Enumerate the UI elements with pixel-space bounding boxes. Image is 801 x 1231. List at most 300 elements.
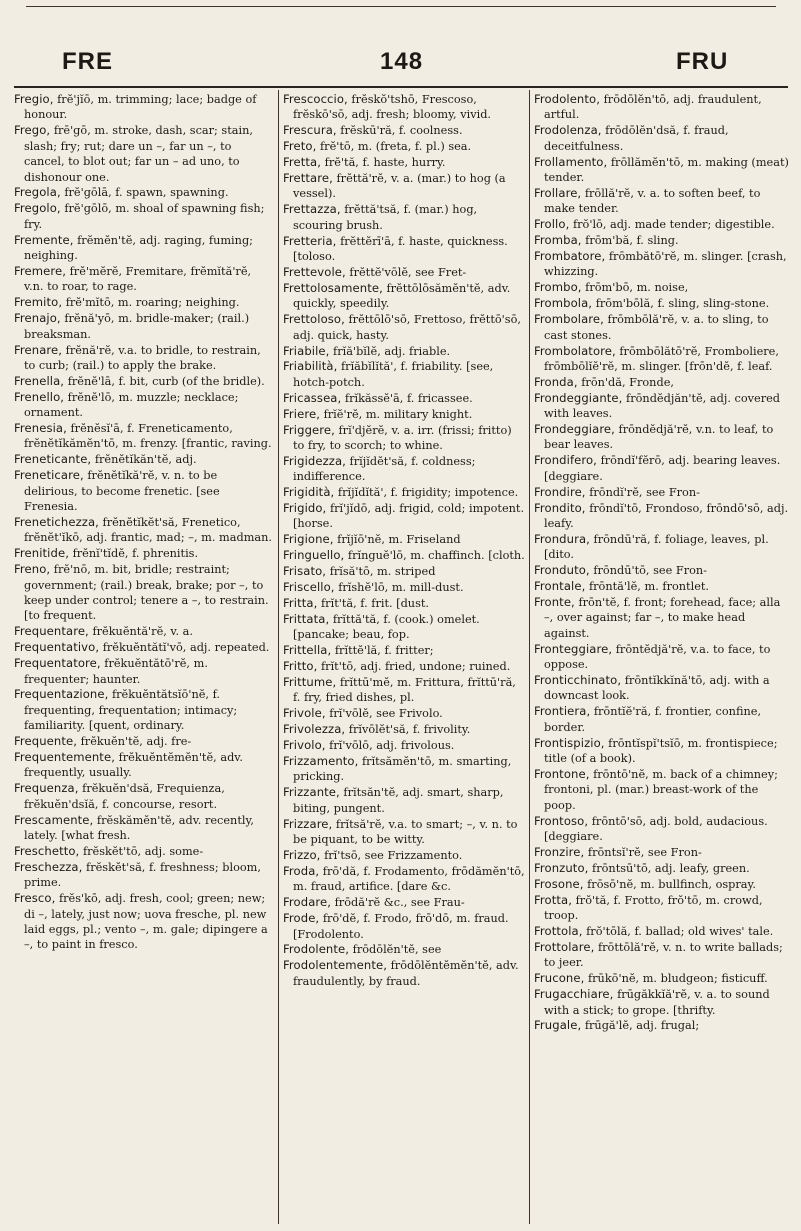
dictionary-entry (14, 374, 274, 389)
entry-definition: frĭăbĭlĭtă', f. friability. [see, hotch-potch. (293, 360, 494, 389)
entry-headword: Fremere, (14, 263, 67, 278)
dictionary-entry (283, 817, 525, 848)
entry-headword: Fregola, (14, 185, 61, 200)
entry-definition: frĕskămĕn'tĕ, adv. recently, lately. [what fresh. (24, 813, 254, 843)
entry-definition: frĕ'nō, m. bit, bridle; restraint; government; (rail.) break, brake; por –, to keep under control; tenere a –, to restrain. [to frequent. (24, 563, 269, 623)
dictionary-entry (283, 92, 525, 123)
entry-headword: Frombo, (534, 280, 582, 295)
entry-definition: frĕ'gōlā, f. spawn, spawning. (64, 186, 229, 200)
entry-headword: Frizzare, (283, 816, 333, 831)
entry-headword: Fretta, (283, 155, 322, 170)
entry-definition: frōndĭ'rĕ, see Fron- (589, 485, 700, 499)
dictionary-entry (283, 123, 525, 138)
dictionary-entry (283, 785, 525, 816)
entry-definition: frĕ'mĕrĕ, Fremitare, frĕmĭtă'rĕ, v.n. to roar, to rage. (24, 264, 252, 294)
entry-headword: Frequente, (14, 734, 78, 749)
entry-headword: Fricassea, (283, 390, 342, 405)
entry-headword: Frondura, (534, 531, 590, 546)
entry-definition: frĕttōlō'sō, Frettoso, frĕttō'sō, adj. quick, hasty. (293, 313, 521, 342)
entry-headword: Frollare, (534, 185, 582, 200)
dictionary-entry (534, 814, 789, 845)
entry-headword: Fronzuto, (534, 860, 589, 875)
entry-definition: frōm'bōlă, f. sling, sling-stone. (595, 297, 770, 311)
entry-definition: frōntĕdjă'rĕ, v.a. to face, to oppose. (544, 642, 771, 672)
entry-definition: frōmbōlătō'rĕ, Fromboliere, frōmbōlĭĕ'rĕ, m. slinger. [frōn'dĕ, f. leaf. (544, 344, 779, 373)
entry-headword: Frizzo, (283, 848, 321, 862)
dictionary-entry (283, 612, 525, 643)
entry-definition: frōdă'rĕ &c., see Frau- (334, 896, 465, 910)
dictionary-entry (534, 940, 789, 971)
entry-definition: frōndĕdjăn'tĕ, adj. covered with leaves. (544, 391, 781, 421)
entry-definition: frōmbătō'rĕ, m. slinger. [crash, whizzing. (544, 250, 787, 279)
header-rule (14, 86, 788, 88)
entry-headword: Fronticchinato, (534, 673, 622, 688)
entry-headword: Frottola, (534, 924, 583, 939)
entry-definition: frĕttōlōsămĕn'tĕ, adv. quickly, speedily. (293, 281, 511, 311)
entry-definition: frĕkuĕn'dsă, Frequienza, frĕkuĕn'dsĭă, f. concourse, resort. (24, 782, 225, 811)
dictionary-entry (14, 781, 274, 812)
entry-headword: Frenetichezza, (14, 514, 99, 529)
entry-definition: frōdōlĕntĕmĕn'tĕ, adv. fraudulently, by fraud. (293, 959, 519, 988)
entry-definition: frŏ'tōlă, f. ballad; old wives' tale. (586, 925, 774, 939)
entry-headword: Frequentatore, (14, 656, 101, 671)
entry-headword: Frondeggiare, (534, 422, 615, 437)
entry-headword: Frettolosamente, (283, 280, 383, 295)
entry-headword: Freto, (283, 139, 317, 154)
entry-definition: frōn'tĕ, f. front; forehead, face; alla –, over against; far –, to make head against. (544, 596, 781, 640)
dictionary-entry (283, 407, 525, 422)
entry-headword: Frollamento, (534, 154, 608, 169)
entry-definition: frĭ'vōlĕ, see Frivolo. (329, 707, 443, 721)
dictionary-entry (283, 202, 525, 233)
dictionary-entry (534, 987, 789, 1018)
dictionary-entry (534, 501, 789, 532)
entry-definition: frĭtsă'rĕ, v.a. to smart; –, v. n. to be piquant, to be witty. (293, 817, 518, 847)
entry-definition: frĕskŏ'tshō, Frescoso, frĕskō'sō, adj. fresh; bloomy, vivid. (293, 93, 492, 122)
entry-definition: frĕ'gōlō, m. shoal of spawning fish; fry. (24, 202, 265, 231)
dictionary-entry (534, 845, 789, 860)
entry-headword: Frigido, (283, 501, 327, 516)
entry-definition: frĕkuĕntă'rĕ, v. a. (92, 625, 193, 639)
dictionary-entry (534, 532, 789, 563)
dictionary-entry (14, 844, 274, 859)
entry-headword: Frizzamento, (283, 754, 359, 769)
dictionary-entry (534, 233, 789, 248)
dictionary-entry (534, 123, 789, 154)
entry-headword: Frenitide, (14, 546, 69, 561)
entry-headword: Frombolatore, (534, 343, 616, 358)
dictionary-entry (534, 563, 789, 578)
dictionary-entry (14, 452, 274, 467)
entry-definition: frĭnguĕ'lō, m. chaffinch. [cloth. (347, 549, 525, 563)
entry-headword: Frescura, (283, 123, 337, 138)
entry-headword: Fritta, (283, 596, 318, 610)
entry-headword: Frequentare, (14, 624, 89, 639)
entry-headword: Frenella, (14, 373, 65, 388)
entry-definition: frĭvōlĕt'să, f. frivolity. (348, 723, 471, 737)
dictionary-entry (534, 249, 789, 280)
dictionary-entry (14, 185, 274, 200)
entry-headword: Fronduto, (534, 563, 590, 578)
dictionary-entry (283, 344, 525, 359)
dictionary-entry (534, 92, 789, 123)
entry-definition: frōndū'ră, f. foliage, leaves, pl. [dito. (544, 532, 769, 562)
entry-definition: frĭjĭō'nĕ, m. Friseland (337, 533, 461, 547)
entry-definition: frĭkăssĕ'ā, f. fricassee. (344, 391, 473, 405)
header-left-guide-word: FRE (62, 48, 113, 75)
entry-headword: Fronzire, (534, 845, 585, 859)
entry-definition: frĭjĭdĭtă', f. frigidity; impotence. (337, 486, 519, 500)
dictionary-entry (534, 391, 789, 422)
entry-headword: Frontispizio, (534, 735, 605, 750)
entry-definition: frĕnĕsĭ'ā, f. Freneticamento, frĕnĕtĭkămĕn'tō, m. frenzy. [frantic, raving. (24, 422, 272, 451)
entry-definition: frōdōlĕn'tō, adj. fraudulent, artful. (544, 93, 762, 122)
entry-headword: Frodolentemente, (283, 958, 388, 973)
dictionary-entry (283, 848, 525, 863)
entry-definition: frĕkuĕntătsĭō'nĕ, f. frequenting, frequentation; intimacy; familiarity. [quent, ordinary. (24, 688, 238, 733)
entry-headword: Freneticare, (14, 468, 84, 483)
entry-headword: Fremito, (14, 295, 63, 310)
entry-definition: frō'dĕ, f. Frodo, frō'dō, m. fraud. [Frodolento. (293, 912, 509, 941)
dictionary-entry (534, 595, 789, 641)
dictionary-entry (14, 656, 274, 687)
dictionary-column-2 (283, 92, 525, 1222)
dictionary-entry (14, 421, 274, 452)
entry-definition: frĕkuĕntătĭ'vō, adj. repeated. (102, 641, 270, 655)
dictionary-entry (283, 643, 525, 658)
entry-headword: Frenare, (14, 342, 63, 357)
dictionary-entry (283, 532, 525, 547)
entry-definition: frōm'bō, m. noise, (585, 281, 689, 295)
column-divider (278, 90, 279, 1224)
entry-definition: frĕmĕn'tĕ, adj. raging, fuming; neighing. (24, 233, 253, 263)
entry-definition: frĕ'tō, m. (freta, f. pl.) sea. (320, 140, 472, 154)
entry-definition: frĭĕ'rĕ, m. military knight. (323, 407, 473, 421)
entry-definition: frŏ'lō, adj. made tender; digestible. (572, 218, 775, 232)
entry-definition: frōttōlă'rĕ, v. n. to write ballads; to jeer. (544, 940, 783, 970)
dictionary-entry (14, 891, 274, 953)
entry-headword: Frombola, (534, 296, 593, 311)
dictionary-entry (534, 312, 789, 343)
dictionary-entry (283, 155, 525, 170)
dictionary-entry (283, 281, 525, 312)
dictionary-entry (534, 579, 789, 594)
entry-definition: frĕnĕtĭkă'rĕ, v. n. to be delirious, to become frenetic. [see Frenesia. (24, 469, 220, 514)
entry-definition: frĕs'kō, adj. fresh, cool; green; new; di –, lately, just now; uova fresche, pl. new laid eggs, pl.; vento –, m. gale; dipingere a –, to paint in fresco. (24, 892, 268, 952)
entry-headword: Friabilità, (283, 359, 338, 374)
dictionary-entry (14, 515, 274, 546)
entry-headword: Freno, (14, 562, 51, 577)
entry-headword: Freneticante, (14, 452, 92, 467)
entry-definition: frĕttĕrī'ā, f. haste, quickness. [toloso. (293, 234, 508, 264)
entry-definition: frūgăkkĭă'rĕ, v. a. to sound with a stick; to grope. [thrifty. (544, 988, 770, 1017)
entry-headword: Frodolente, (283, 942, 350, 957)
dictionary-entry (283, 706, 525, 721)
entry-definition: frĭt'tō, adj. fried, undone; ruined. (320, 660, 511, 674)
entry-definition: frōndĭ'fĕrō, adj. bearing leaves. [deggiare. (544, 454, 781, 483)
entry-headword: Frigione, (283, 532, 334, 547)
dictionary-entry (283, 942, 525, 957)
entry-headword: Frosone, (534, 876, 584, 891)
entry-definition: frōndū'tō, see Fron- (593, 564, 707, 578)
entry-definition: frĕnĕtĭkĕt'să, Frenetico, frĕnĕt'ĭkō, adj. frantic, mad; –, m. madman. (24, 515, 273, 545)
entry-headword: Froda, (283, 863, 320, 878)
dictionary-entry (14, 311, 274, 342)
dictionary-entry (14, 343, 274, 374)
entry-headword: Frizzante, (283, 785, 340, 800)
entry-headword: Frivolezza, (283, 722, 346, 737)
dictionary-entry (283, 139, 525, 154)
entry-headword: Frontiera, (534, 704, 591, 719)
dictionary-entry (534, 453, 789, 484)
dictionary-entry (14, 201, 274, 232)
entry-headword: Frenesia, (14, 421, 67, 436)
dictionary-entry (283, 423, 525, 454)
entry-headword: Frego, (14, 123, 51, 138)
entry-definition: frĕkuĕn'tĕ, adj. fre- (80, 735, 192, 749)
dictionary-entry (534, 485, 789, 500)
entry-definition: frĭtsămĕn'tō, m. smarting, pricking. (293, 755, 512, 784)
entry-definition: frĕnĕ'lā, f. bit, curb (of the bridle). (67, 374, 265, 388)
dictionary-entry (534, 642, 789, 673)
dictionary-entry (534, 877, 789, 892)
dictionary-entry (534, 673, 789, 704)
dictionary-entry (14, 734, 274, 749)
dictionary-entry (14, 860, 274, 891)
dictionary-entry (534, 1018, 789, 1033)
entry-definition: frōndĕdjă'rĕ, v.n. to leaf, to bear leaves. (544, 423, 774, 452)
entry-definition: frĕttă'rĕ, v. a. (mar.) to hog (a vessel). (293, 172, 506, 201)
entry-headword: Frittume, (283, 675, 337, 690)
entry-headword: Fretteria, (283, 233, 337, 248)
dictionary-entry (14, 468, 274, 514)
entry-headword: Frequentemente, (14, 750, 115, 765)
entry-definition: frĕttĕ'vōlĕ, see Fret- (349, 265, 467, 279)
dictionary-entry (534, 375, 789, 390)
entry-headword: Fremente, (14, 232, 74, 247)
entry-definition: frĕnĕ'lō, m. muzzle; necklace; ornament. (24, 390, 239, 420)
dictionary-entry (283, 754, 525, 785)
entry-definition: frĕskĕt'să, f. freshness; bloom, prime. (24, 860, 261, 890)
dictionary-entry (534, 861, 789, 876)
dictionary-entry (283, 722, 525, 737)
page-number: 148 (380, 48, 424, 75)
entry-headword: Frondire, (534, 484, 586, 499)
entry-headword: Fringuello, (283, 548, 345, 563)
entry-headword: Frugale, (534, 1018, 582, 1033)
dictionary-entry (534, 186, 789, 217)
entry-headword: Frequenza, (14, 781, 79, 796)
entry-headword: Frondito, (534, 500, 586, 515)
dictionary-entry (283, 359, 525, 390)
dictionary-column-1 (14, 92, 274, 1222)
entry-headword: Fritto, (283, 659, 318, 674)
entry-headword: Frontoso, (534, 813, 589, 828)
entry-headword: Fresco, (14, 891, 56, 906)
dictionary-entry (283, 895, 525, 910)
entry-definition: frĭsă'tō, m. striped (329, 565, 436, 579)
dictionary-entry (283, 864, 525, 895)
entry-headword: Fregio, (14, 92, 54, 106)
dictionary-entry (283, 548, 525, 563)
entry-definition: frĭ'tsō, see Frizzamento. (324, 849, 463, 862)
entry-definition: frōntĭĕ'ră, f. frontier, confine, border. (544, 705, 762, 734)
dictionary-entry (534, 296, 789, 311)
dictionary-entry (534, 217, 789, 232)
entry-definition: frōntō'sō, adj. bold, audacious. [deggiare. (544, 814, 768, 844)
entry-headword: Frottolare, (534, 939, 595, 954)
entry-definition: frĕnĭ'tĭdĕ, f. phrenitis. (72, 547, 199, 561)
entry-headword: Frescoccio, (283, 92, 348, 106)
dictionary-entry (14, 92, 274, 123)
entry-definition: frĕkuĕntĕmĕn'tĕ, adv. frequently, usually. (24, 751, 243, 780)
entry-definition: frĭ'djĕrĕ, v. a. irr. (frissi; fritto) to fry, to scorch; to whine. (293, 423, 512, 452)
entry-definition: frĕskū'ră, f. coolness. (340, 124, 463, 138)
entry-definition: frūkō'nĕ, m. bludgeon; fisticuff. (587, 972, 768, 986)
entry-definition: frĕ'jĭō, m. trimming; lace; badge of honour. (24, 93, 257, 122)
entry-headword: Frescamente, (14, 812, 94, 827)
entry-definition: frōdōlĕn'tĕ, see (352, 943, 442, 957)
entry-headword: Frigidità, (283, 485, 335, 500)
entry-headword: Frontone, (534, 766, 590, 781)
dictionary-entry (283, 454, 525, 485)
entry-headword: Fronte, (534, 595, 575, 609)
entry-headword: Friabile, (283, 343, 330, 358)
entry-definition: frĭttĕ'lă, f. fritter; (334, 644, 434, 658)
dictionary-entry (534, 704, 789, 735)
dictionary-entry (534, 893, 789, 924)
dictionary-entry (14, 546, 274, 561)
entry-headword: Frotta, (534, 892, 573, 907)
entry-headword: Frittata, (283, 611, 330, 626)
dictionary-entry (283, 738, 525, 753)
header-right-guide-word: FRU (676, 48, 729, 75)
entry-headword: Frucone, (534, 971, 585, 986)
entry-definition: frōmbōlă'rĕ, v. a. to sling, to cast stones. (544, 313, 769, 342)
entry-definition: frōntō'nĕ, m. back of a chimney; frontoni, pl. (mar.) breast-work of the poop. (544, 767, 778, 812)
entry-definition: frĭ'jĭdō, adj. frigid, cold; impotent. [horse. (293, 502, 525, 531)
entry-definition: frĕ'tă, f. haste, hurry. (324, 156, 446, 170)
entry-headword: Frodolenza, (534, 123, 602, 138)
entry-headword: Frittella, (283, 643, 332, 658)
entry-definition: frōsō'nĕ, m. bullfinch, ospray. (587, 877, 757, 891)
entry-definition: frĕkuĕntătō'rĕ, m. frequenter; haunter. (24, 657, 208, 686)
dictionary-entry (534, 422, 789, 453)
dictionary-entry (534, 971, 789, 986)
top-edge-rule (26, 6, 776, 7)
entry-definition: frōllă'rĕ, v. a. to soften beef, to make tender. (544, 186, 761, 216)
entry-headword: Frodare, (283, 895, 332, 910)
dictionary-entry (283, 234, 525, 265)
entry-definition: frĭttă'tă, f. (cook.) omelet. [pancake; beau, fop. (293, 612, 480, 642)
entry-definition: frĭt'tă, f. frit. [dust. (321, 597, 430, 610)
entry-headword: Frequentazione, (14, 687, 109, 702)
entry-headword: Frondifero, (534, 453, 597, 468)
entry-definition: frōntsū'tō, adj. leafy, green. (592, 861, 750, 875)
entry-headword: Frettazza, (283, 202, 341, 217)
dictionary-entry (283, 501, 525, 532)
dictionary-entry (14, 813, 274, 844)
dictionary-entry (534, 155, 789, 186)
entry-definition: frūgă'lĕ, adj. frugal; (584, 1019, 700, 1033)
entry-headword: Frugacchiare, (534, 987, 614, 1002)
dictionary-entry (14, 123, 274, 185)
entry-definition: frōdōlĕn'dsă, f. fraud, deceitfulness. (544, 124, 729, 153)
dictionary-column-3 (534, 92, 789, 1222)
dictionary-entry (283, 659, 525, 674)
dictionary-entry (534, 344, 789, 375)
entry-definition: frōndĭ'tō, Frondoso, frōndō'sō, adj. leafy. (544, 501, 789, 530)
entry-definition: frĕnĕtĭkăn'tĕ, adj. (94, 453, 197, 467)
entry-headword: Frettoloso, (283, 312, 345, 327)
entry-definition: frĕnă'yō, m. bridle-maker; (rail.) breaksman. (24, 312, 250, 341)
dictionary-entry (534, 280, 789, 295)
entry-definition: frōntĭspĭ'tsĭō, m. frontispiece; title (of a book). (544, 736, 778, 766)
dictionary-entry (283, 958, 525, 989)
entry-definition: frō'dă, f. Frodamento, frōdămĕn'tō, m. fraud, artifice. [dare &c. (293, 864, 525, 894)
entry-headword: Fronteggiare, (534, 641, 613, 656)
dictionary-entry (14, 562, 274, 624)
dictionary-entry (283, 485, 525, 500)
dictionary-entry (14, 750, 274, 781)
entry-headword: Frontale, (534, 579, 586, 594)
entry-headword: Frisato, (283, 564, 327, 579)
entry-definition: frōntă'lĕ, m. frontlet. (588, 580, 710, 594)
entry-definition: frōm'bă, f. sling. (585, 234, 679, 248)
entry-headword: Frettare, (283, 171, 333, 186)
entry-definition: frōn'dă, Fronde, (581, 375, 674, 389)
entry-headword: Frode, (283, 911, 320, 926)
dictionary-entry (283, 312, 525, 343)
entry-definition: frĕskĕt'tō, adj. some- (82, 845, 204, 858)
entry-headword: Frivole, (283, 706, 326, 721)
dictionary-entry (14, 390, 274, 421)
entry-headword: Fregolo, (14, 201, 61, 216)
entry-headword: Friere, (283, 406, 320, 421)
entry-definition: frōntĭkkĭnă'tō, adj. with a downcast look. (544, 674, 770, 703)
dictionary-entry (283, 265, 525, 280)
entry-definition: frĭ'vōlō, adj. frivolous. (329, 739, 455, 753)
dictionary-entry (14, 640, 274, 655)
entry-definition: frōllămĕn'tō, m. making (meat) tender. (544, 155, 789, 185)
dictionary-entry (283, 596, 525, 611)
entry-definition: frōntsĭ'rĕ, see Fron- (587, 846, 702, 859)
dictionary-entry (283, 675, 525, 706)
dictionary-entry (283, 171, 525, 202)
entry-headword: Friscello, (283, 580, 335, 595)
entry-definition: frĕ'mĭtō, m. roaring; neighing. (65, 296, 240, 310)
entry-definition: frē'gō, m. stroke, dash, scar; stain, slash; fry; rut; dare un –, far un –, to cancel, to blot out; far un – ad uno, to dishonour one. (24, 124, 253, 184)
entry-headword: Frenajo, (14, 311, 61, 326)
entry-headword: Freschezza, (14, 859, 83, 874)
dictionary-entry (14, 624, 274, 639)
dictionary-entry (283, 391, 525, 406)
entry-headword: Frollo, (534, 217, 570, 232)
entry-headword: Frigidezza, (283, 453, 346, 468)
dictionary-entry (534, 924, 789, 939)
dictionary-entry (283, 564, 525, 579)
column-divider (529, 90, 530, 1224)
entry-definition: frĕnă'rĕ, v.a. to bridle, to restrain, to curb; (rail.) to apply the brake. (24, 343, 261, 372)
entry-headword: Friggere, (283, 422, 335, 437)
entry-definition: frĕttă'tsă, f. (mar.) hog, scouring brush. (293, 203, 478, 232)
entry-headword: Frettevole, (283, 264, 346, 279)
entry-headword: Frombatore, (534, 249, 606, 264)
entry-definition: frŏ'tă, f. Frotto, frŏ'tō, m. crowd, troop. (544, 893, 763, 923)
dictionary-entry (14, 687, 274, 733)
entry-headword: Freschetto, (14, 844, 80, 858)
entry-headword: Frenello, (14, 389, 65, 404)
